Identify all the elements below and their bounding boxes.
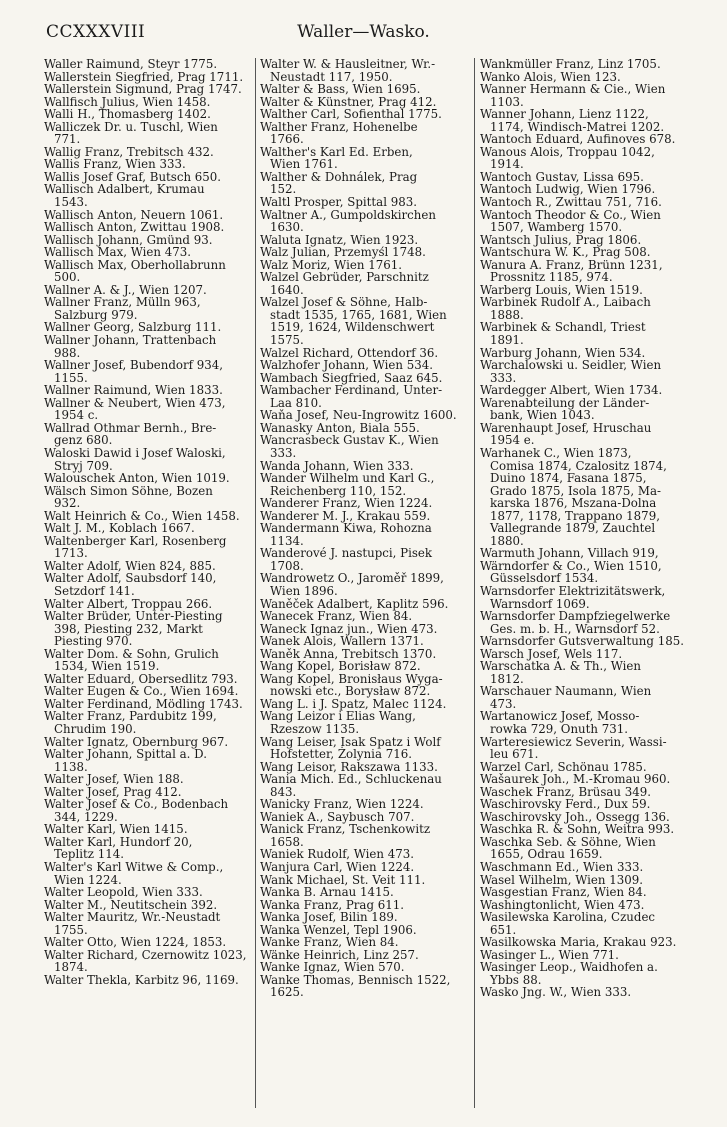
entry-continuation: 333. xyxy=(270,445,297,460)
directory-entry: Warbinek Rudolf A., Laibach xyxy=(480,295,651,310)
directory-entry: Walzhofer Johann, Wien 534. xyxy=(260,358,434,373)
entry-continuation: Hofstetter, Żolynia 716. xyxy=(270,747,412,762)
directory-entry: Waschirovsky Joh., Ossegg 136. xyxy=(480,809,670,824)
directory-entry: Wasilkowska Maria, Krakau 923. xyxy=(480,935,677,950)
entry-continuation: 1138. xyxy=(54,759,88,774)
directory-entry: Warnsdorfer Dampfziegelwerke xyxy=(480,609,671,624)
directory-entry: Warsch Josef, Wels 117. xyxy=(480,646,623,661)
entry-continuation: 152. xyxy=(270,182,297,197)
directory-entry: Waltner A., Gumpoldskirchen xyxy=(260,207,436,222)
entry-continuation: 1812. xyxy=(490,671,524,686)
entry-continuation: 1891. xyxy=(490,333,524,348)
directory-entry: Walther Carl, Sofienthal 1775. xyxy=(260,107,442,122)
directory-entry: Walter Ignatz, Obernburg 967. xyxy=(44,734,229,749)
directory-entry: Walter Brüder, Unter-Piesting xyxy=(44,609,223,624)
directory-entry: Wallis Josef Graf, Butsch 650. xyxy=(44,169,222,184)
entry-continuation: 1880. xyxy=(490,533,524,548)
directory-entry: Walter Josef, Prag 412. xyxy=(44,784,182,799)
directory-entry: Wanderer Franz, Wien 1224. xyxy=(260,496,433,511)
entry-continuation: 1543. xyxy=(54,195,88,210)
directory-entry: Wantoch Theodor & Co., Wien xyxy=(480,207,661,222)
directory-entry: Warnsdorfer Gutsverwaltung 185. xyxy=(480,634,684,649)
directory-entry: Wanasky Anton, Biala 555. xyxy=(260,420,420,435)
entry-continuation: Ges. m. b. H., Warnsdorf 52. xyxy=(490,621,660,636)
entry-continuation: Setzdorf 141. xyxy=(54,583,135,598)
directory-entry: Wallisch Max, Oberhollabrunn xyxy=(44,257,226,272)
directory-entry: Wasinger Leop., Waidhofen a. xyxy=(480,960,658,975)
directory-entry: Walter & Künstner, Prag 412. xyxy=(260,94,437,109)
directory-entry: Wallner A. & J., Wien 1207. xyxy=(44,282,207,297)
directory-entry: Walliczek Dr. u. Tuschl, Wien xyxy=(44,119,218,134)
entry-continuation: 771. xyxy=(54,132,81,147)
entry-continuation: 398, Piesting 232, Markt xyxy=(54,621,203,636)
directory-entry: Waltl Prosper, Spittal 983. xyxy=(260,195,417,210)
entry-continuation: rowka 729, Onuth 731. xyxy=(490,721,629,736)
entry-continuation: Piesting 970. xyxy=(54,634,133,649)
directory-entry: Walter Johann, Spittal a. D. xyxy=(44,747,207,762)
directory-entry: Wallner Raimund, Wien 1833. xyxy=(44,383,223,398)
entry-continuation: 1888. xyxy=(490,307,524,322)
directory-entry: Wälsch Simon Söhne, Bozen xyxy=(44,483,213,498)
entry-continuation: Reichenberg 110, 152. xyxy=(270,483,407,498)
directory-entry: Wanecek Franz, Wien 84. xyxy=(260,609,413,624)
directory-entry: Walter Dom. & Sohn, Grulich xyxy=(44,646,219,661)
directory-entry: Wanek Alois, Wallern 1371. xyxy=(260,634,424,649)
directory-entry: Wašaurek Joh., M.-Kromau 960. xyxy=(480,772,671,787)
entry-continuation: Wien 1761. xyxy=(270,157,338,172)
directory-entry: Walter Karl, Wien 1415. xyxy=(44,822,188,837)
directory-entry: Waschka R. & Sohn, Weitra 993. xyxy=(480,822,675,837)
directory-entry: Wambacher Ferdinand, Unter- xyxy=(260,383,443,398)
directory-entry: Wanura A. Franz, Brünn 1231, xyxy=(480,257,663,272)
directory-entry: Wanka Franz, Prag 611. xyxy=(260,897,405,912)
directory-entry: Walter Thekla, Karbitz 96, 1169. xyxy=(44,972,239,987)
directory-entry: Walz Julian, Przemyśl 1748. xyxy=(260,245,426,260)
directory-entry: Wanick Franz, Tschenkowitz xyxy=(260,822,431,837)
entry-continuation: 651. xyxy=(490,922,517,937)
directory-entry: Wallner Georg, Salzburg 111. xyxy=(44,320,222,335)
directory-entry: Warnsdorfer Elektrizitätswerk, xyxy=(480,583,666,598)
directory-entry: Walther & Dohnálek, Prag xyxy=(260,169,418,184)
running-head: Waller—Wasko. xyxy=(297,22,430,42)
directory-entry: Wasgestian Franz, Wien 84. xyxy=(480,885,647,900)
directory-entry: Waňa Josef, Neu-Ingrowitz 1600. xyxy=(260,408,457,423)
entry-continuation: karska 1876, Mszana-Dolna xyxy=(490,496,657,511)
directory-entry: Wanko Alois, Wien 123. xyxy=(480,69,621,84)
directory-entry: Wardegger Albert, Wien 1734. xyxy=(480,383,663,398)
directory-entry: Walz Moriz, Wien 1761. xyxy=(260,257,402,272)
directory-entry: Warteresiewicz Severin, Wassi- xyxy=(480,734,667,749)
directory-entry: Wanka B. Arnau 1415. xyxy=(260,885,394,900)
directory-entry: Walter W. & Hausleitner, Wr.- xyxy=(260,58,436,71)
directory-entry: Walther's Karl Ed. Erben, xyxy=(260,144,413,159)
directory-entry: Wanicky Franz, Wien 1224. xyxy=(260,797,424,812)
entry-continuation: Comisa 1874, Czalositz 1874, xyxy=(490,458,667,473)
directory-entry: Waloski Dawid i Josef Waloski, xyxy=(44,445,226,460)
entry-continuation: 1755. xyxy=(54,922,88,937)
directory-entry: Waltenberger Karl, Rosenberg xyxy=(44,533,227,548)
directory-entry: Wanke Thomas, Bennisch 1522, xyxy=(260,972,451,987)
entry-continuation: Teplitz 114. xyxy=(54,847,125,862)
entry-continuation: 1507, Wamberg 1570. xyxy=(490,220,623,235)
directory-entry: Wanner Hermann & Cie., Wien xyxy=(480,82,666,97)
directory-entry: Wanous Alois, Troppau 1042, xyxy=(480,144,655,159)
directory-column-2 xyxy=(260,58,472,1118)
entry-continuation: 1655, Odrau 1659. xyxy=(490,847,603,862)
directory-entry: Walter & Bass, Wien 1695. xyxy=(260,82,421,97)
directory-entry: Walter Franz, Pardubitz 199, xyxy=(44,709,217,724)
directory-entry: Warschatka A. & Th., Wien xyxy=(480,659,641,674)
directory-entry: Warenhaupt Josef, Hruschau xyxy=(480,420,652,435)
directory-entry: Walter Josef, Wien 188. xyxy=(44,772,184,787)
directory-entry: Wallerstein Siegfried, Prag 1711. xyxy=(44,69,244,84)
entry-continuation: 1630. xyxy=(270,220,304,235)
directory-entry: Walzel Richard, Ottendorf 36. xyxy=(260,345,439,360)
directory-entry: Walter Eduard, Obersedlitz 793. xyxy=(44,671,238,686)
directory-entry: Warmuth Johann, Villach 919, xyxy=(480,546,659,561)
directory-entry: Wambach Siegfried, Saaz 645. xyxy=(260,370,443,385)
entry-continuation: Neustadt 117, 1950. xyxy=(270,69,393,84)
entry-continuation: 1708. xyxy=(270,558,304,573)
entry-continuation: 1534, Wien 1519. xyxy=(54,659,160,674)
directory-entry: Walter Adolf, Saubsdorf 140, xyxy=(44,571,217,586)
directory-entry: Wasel Wilhelm, Wien 1309. xyxy=(480,872,643,887)
directory-entry: Wang L. i J. Spatz, Malec 1124. xyxy=(260,696,447,711)
directory-entry: Wantschura W. K., Prag 508. xyxy=(480,245,651,260)
directory-entry: Walther Franz, Hohenelbe xyxy=(260,119,418,134)
entry-continuation: 1174, Windisch-Matrei 1202. xyxy=(490,119,665,134)
entry-continuation: 1575. xyxy=(270,333,304,348)
directory-entry: Wang Leizor i Elias Wang, xyxy=(260,709,416,724)
entry-continuation: 1954 e. xyxy=(490,433,535,448)
directory-entry: Wang Leiser, Isak Spatz i Wolf xyxy=(260,734,441,749)
entry-continuation: 1519, 1624, Wildenschwert xyxy=(270,320,435,335)
entry-continuation: 1625. xyxy=(270,985,304,1000)
directory-entry: Wallig Franz, Trebitsch 432. xyxy=(44,144,214,159)
entry-continuation: Salzburg 979. xyxy=(54,307,138,322)
directory-entry: Wander Wilhelm und Karl G., xyxy=(260,471,435,486)
directory-entry: Walter Adolf, Wien 824, 885. xyxy=(44,558,216,573)
page-number: CCXXXVIII xyxy=(46,22,146,42)
directory-entry: Wasilewska Karolina, Czudec xyxy=(480,910,656,925)
entry-continuation: 1713. xyxy=(54,546,88,561)
entry-continuation: Warnsdorf 1069. xyxy=(490,596,590,611)
entry-continuation: Ybbs 88. xyxy=(490,972,542,987)
directory-entry: Waniek A., Saybusch 707. xyxy=(260,809,415,824)
directory-entry: Wasinger L., Wien 771. xyxy=(480,947,619,962)
directory-entry: Walter Richard, Czernowitz 1023, xyxy=(44,947,247,962)
directory-entry: Warberg Louis, Wien 1519. xyxy=(480,282,643,297)
directory-entry: Wallerstein Sigmund, Prag 1747. xyxy=(44,82,242,97)
entry-continuation: leu 671. xyxy=(490,747,539,762)
directory-entry: Warenabteilung der Länder- xyxy=(480,395,650,410)
directory-entry: Wanke Ignaz, Wien 570. xyxy=(260,960,405,975)
directory-entry: Walter Albert, Troppau 266. xyxy=(44,596,213,611)
entry-continuation: Chrudim 190. xyxy=(54,721,137,736)
directory-entry: Waniek Rudolf, Wien 473. xyxy=(260,847,415,862)
directory-entry: Wantoch Ludwig, Wien 1796. xyxy=(480,182,656,197)
entry-continuation: Rzeszow 1135. xyxy=(270,721,360,736)
entry-continuation: 1103. xyxy=(490,94,524,109)
directory-entry: Wang Kopel, Borisław 872. xyxy=(260,659,421,674)
directory-entry: Wantsch Julius, Prag 1806. xyxy=(480,232,642,247)
directory-entry: Wantoch Eduard, Aufinoves 678. xyxy=(480,132,676,147)
directory-entry: Walt Heinrich & Co., Wien 1458. xyxy=(44,508,240,523)
directory-entry: Wanjura Carl, Wien 1224. xyxy=(260,860,415,874)
entry-continuation: 1874. xyxy=(54,960,88,975)
entry-continuation: Prossnitz 1185, 974. xyxy=(490,270,613,285)
page-header xyxy=(0,0,727,56)
entry-continuation: Laa 810. xyxy=(270,395,322,410)
directory-entry: Walter Ferdinand, Mödling 1743. xyxy=(44,696,243,711)
directory-entry: Wallisch Max, Wien 473. xyxy=(44,245,192,260)
directory-entry: Wallfisch Julius, Wien 1458. xyxy=(44,94,211,109)
directory-entry: Walter Eugen & Co., Wien 1694. xyxy=(44,684,239,699)
entry-continuation: 1877, 1178, Trappano 1879, xyxy=(490,508,660,523)
directory-entry: Walli H., Thomasberg 1402. xyxy=(44,107,211,122)
directory-entry: Walouschek Anton, Wien 1019. xyxy=(44,471,230,486)
directory-entry: Wang Leisor, Rakszawa 1133. xyxy=(260,759,438,774)
directory-entry: Waněk Anna, Trebitsch 1370. xyxy=(260,646,437,661)
directory-entry: Wanderové J. nastupci, Pisek xyxy=(260,546,433,561)
directory-entry: Wanner Johann, Lienz 1122, xyxy=(480,107,649,122)
directory-entry: Wallner Josef, Bubendorf 934, xyxy=(44,358,224,373)
directory-entry: Wank Michael, St. Veit 111. xyxy=(260,872,426,887)
directory-column-3 xyxy=(480,58,685,1118)
entry-continuation: 843. xyxy=(270,784,297,799)
entry-continuation: 1954 c. xyxy=(54,408,99,423)
directory-entry: Wancrasbeck Gustav K., Wien xyxy=(260,433,439,448)
directory-entry: Wanke Franz, Wien 84. xyxy=(260,935,399,950)
entry-continuation: Grado 1875, Isola 1875, Ma- xyxy=(490,483,662,498)
entry-continuation: Güsselsdorf 1534. xyxy=(490,571,599,586)
entry-continuation: 932. xyxy=(54,496,81,511)
directory-entry: Waschek Franz, Brüsau 349. xyxy=(480,784,652,799)
directory-entry: Wartanowicz Josef, Mosso- xyxy=(480,709,640,724)
entry-continuation: stadt 1535, 1765, 1681, Wien xyxy=(270,307,447,322)
directory-entry: Walter Leopold, Wien 333. xyxy=(44,885,203,900)
entry-continuation: genz 680. xyxy=(54,433,113,448)
directory-entry: Waluta Ignatz, Wien 1923. xyxy=(260,232,419,247)
directory-column-1 xyxy=(44,58,251,1118)
directory-entry: Wandermann Kiwa, Rohozna xyxy=(260,521,432,536)
directory-entry: Waschmann Ed., Wien 333. xyxy=(480,860,644,874)
directory-entry: Waneck Ignaz jun., Wien 473. xyxy=(260,621,438,636)
entry-continuation: 1134. xyxy=(270,533,304,548)
directory-entry: Waschirovsky Ferd., Dux 59. xyxy=(480,797,651,812)
entry-continuation: nowski etc., Borysław 872. xyxy=(270,684,431,699)
entry-continuation: 344, 1229. xyxy=(54,809,118,824)
directory-entry: Walter Josef & Co., Bodenbach xyxy=(44,797,229,812)
directory-entry: Wallisch Johann, Gmünd 93. xyxy=(44,232,213,247)
directory-entry: Wallner & Neubert, Wien 473, xyxy=(44,395,226,410)
directory-entry: Wallisch Anton, Neuern 1061. xyxy=(44,207,224,222)
directory-entry: Walter Karl, Hundorf 20, xyxy=(44,834,193,849)
directory-entry: Wang Kopel, Bronisłaus Wyga- xyxy=(260,671,443,686)
directory-entry: Wankmüller Franz, Linz 1705. xyxy=(480,58,661,71)
directory-entry: Wallis Franz, Wien 333. xyxy=(44,157,186,172)
entry-continuation: 473. xyxy=(490,696,517,711)
directory-entry: Wanda Johann, Wien 333. xyxy=(260,458,414,473)
directory-entry: Wanderer M. J., Krakau 559. xyxy=(260,508,431,523)
entry-continuation: 988. xyxy=(54,345,81,360)
entry-continuation: Duino 1874, Fasana 1875, xyxy=(490,471,647,486)
directory-entry: Walt J. M., Koblach 1667. xyxy=(44,521,195,536)
directory-entry: Walter's Karl Witwe & Comp., xyxy=(44,860,224,874)
directory-entry: Walter Mauritz, Wr.-Neustadt xyxy=(44,910,221,925)
directory-entry: Wandrowetz O., Jaroměř 1899, xyxy=(260,571,444,586)
entry-continuation: bank, Wien 1043. xyxy=(490,408,595,423)
directory-entry: Walter Otto, Wien 1224, 1853. xyxy=(44,935,227,950)
directory-entry: Wallner Franz, Mülln 963, xyxy=(44,295,201,310)
directory-columns xyxy=(44,58,684,1118)
directory-entry: Wania Mich. Ed., Schluckenau xyxy=(260,772,442,787)
entry-continuation: 1766. xyxy=(270,132,304,147)
directory-entry: Waněček Adalbert, Kaplitz 596. xyxy=(260,596,449,611)
entry-continuation: 1658. xyxy=(270,834,304,849)
entry-continuation: 1640. xyxy=(270,282,304,297)
directory-entry: Wallrad Othmar Bernh., Bre- xyxy=(44,420,217,435)
directory-entry: Wallner Johann, Trattenbach xyxy=(44,333,217,348)
entry-continuation: Stryj 709. xyxy=(54,458,113,473)
directory-entry: Washingtonlicht, Wien 473. xyxy=(480,897,645,912)
directory-entry: Walzel Gebrüder, Parschnitz xyxy=(260,270,429,285)
directory-entry: Warzel Carl, Schönau 1785. xyxy=(480,759,647,774)
directory-entry: Walzel Josef & Söhne, Halb- xyxy=(260,295,428,310)
directory-entry: Waller Raimund, Steyr 1775. xyxy=(44,58,218,71)
entry-continuation: 1155. xyxy=(54,370,88,385)
directory-entry: Warbinek & Schandl, Triest xyxy=(480,320,646,335)
directory-entry: Wallisch Anton, Zwittau 1908. xyxy=(44,220,225,235)
directory-entry: Wanka Wenzel, Tepl 1906. xyxy=(260,922,417,937)
directory-entry: Wantoch Gustav, Lissa 695. xyxy=(480,169,644,184)
directory-entry: Wänke Heinrich, Linz 257. xyxy=(260,947,419,962)
directory-entry: Warchalowski u. Seidler, Wien xyxy=(480,358,662,373)
directory-entry: Wasko Jng. W., Wien 333. xyxy=(480,985,632,1000)
directory-entry: Wallisch Adalbert, Krumau xyxy=(44,182,205,197)
entry-continuation: Wien 1896. xyxy=(270,583,338,598)
directory-entry: Warhanek C., Wien 1873, xyxy=(480,445,632,460)
directory-entry: Waschka Seb. & Söhne, Wien xyxy=(480,834,656,849)
entry-continuation: Wien 1224. xyxy=(54,872,122,887)
entry-continuation: 333. xyxy=(490,370,517,385)
entry-continuation: 500. xyxy=(54,270,81,285)
directory-entry: Wärndorfer & Co., Wien 1510, xyxy=(480,558,662,573)
directory-entry: Wanka Josef, Bilin 189. xyxy=(260,910,398,925)
directory-entry: Walter M., Neutitschein 392. xyxy=(44,897,218,912)
entry-continuation: Vallegrande 1879, Zauchtel xyxy=(490,521,656,536)
entry-continuation: 1914. xyxy=(490,157,524,172)
directory-entry: Wantoch R., Zwittau 751, 716. xyxy=(480,195,662,210)
directory-entry: Warschauer Naumann, Wien xyxy=(480,684,652,699)
directory-entry: Warburg Johann, Wien 534. xyxy=(480,345,646,360)
